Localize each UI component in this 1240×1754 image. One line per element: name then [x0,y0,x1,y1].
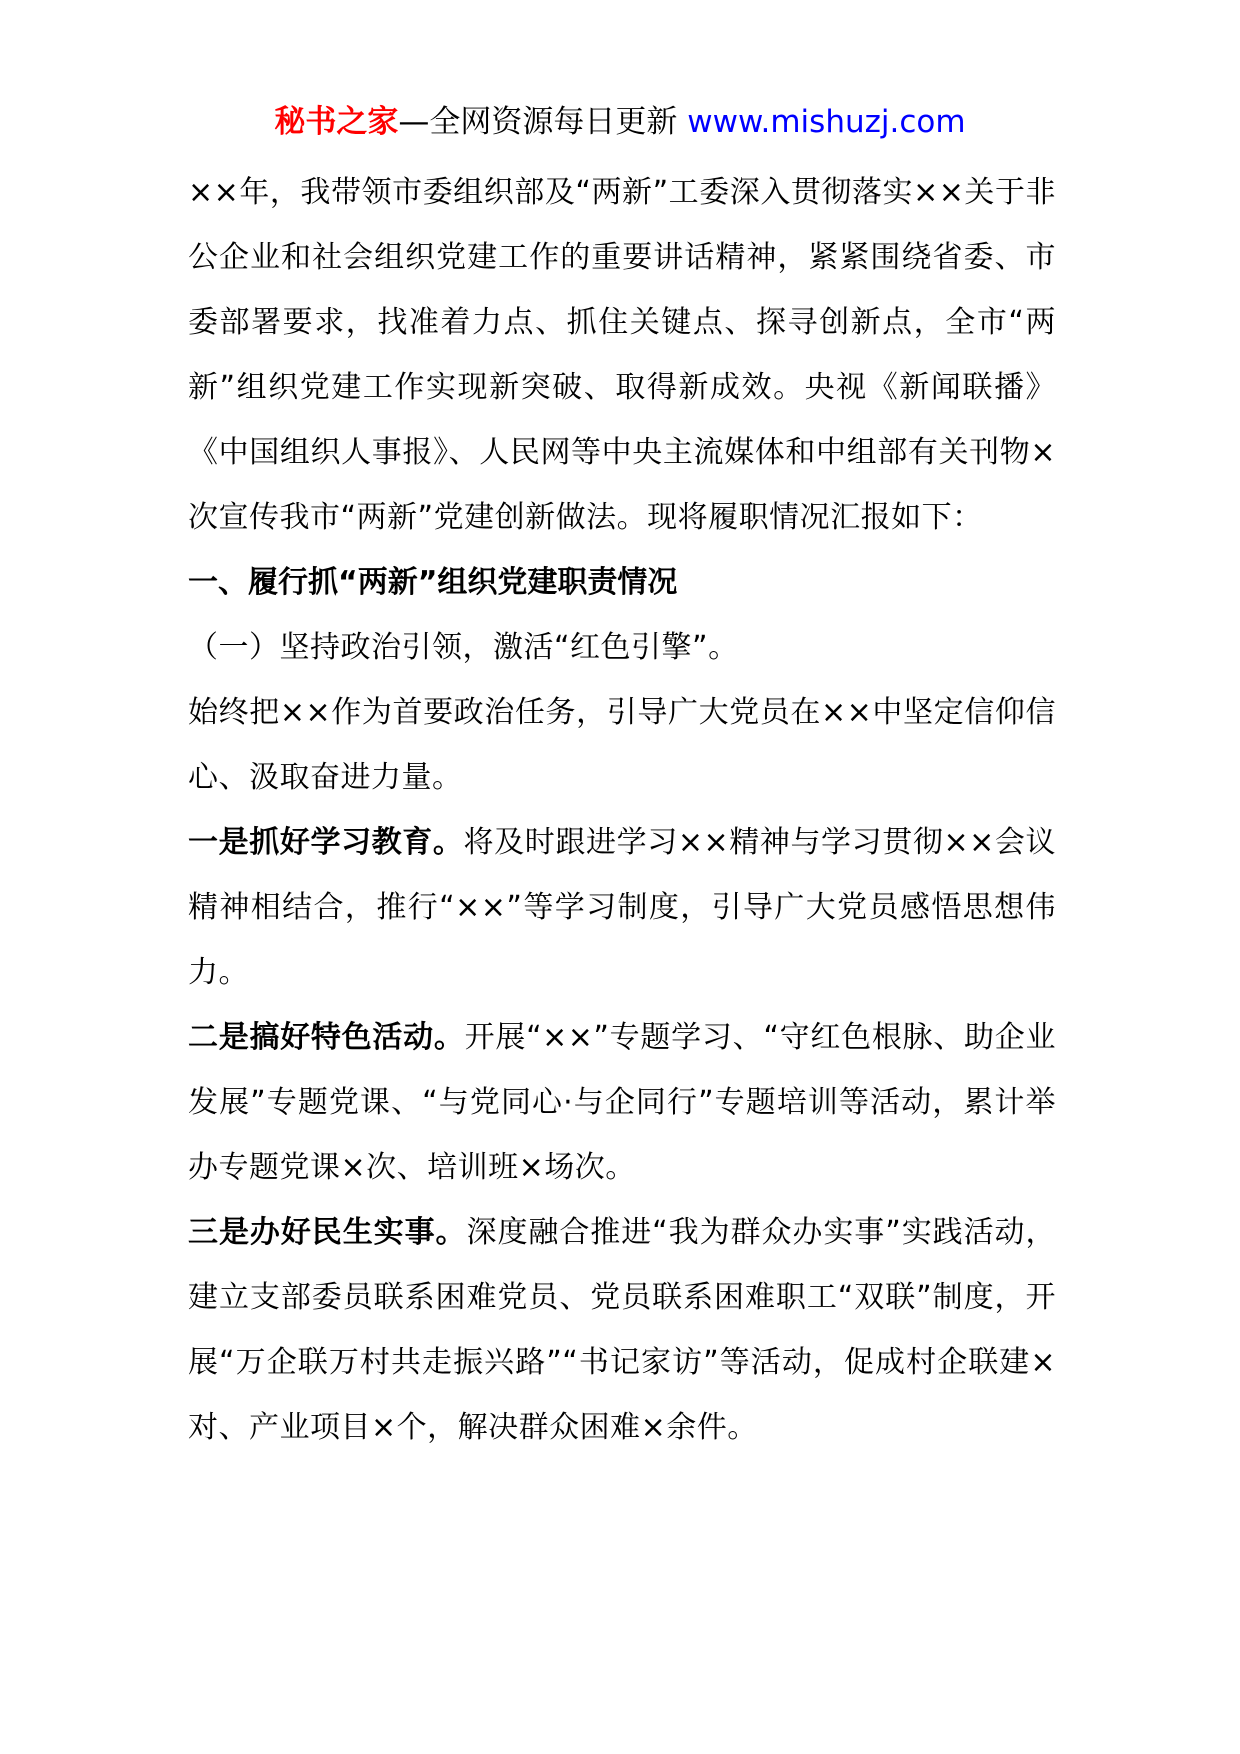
point-lead-1: 一是抓好学习教育。 [188,825,464,860]
point-paragraph-1 [188,810,1056,1005]
page-header [0,100,1240,144]
point-paragraph-2 [188,1005,1056,1200]
point-text-3: 深度融合推进“我为群众办实事”实践活动，建立支部委员联系困难党员、党员联系困难职工“双联”制度，开展“万企联万村共走振兴路”“书记家访”等活动，促成村企联建×对、产业项目×个，解决群众困难×余件。 [188,1215,1057,1445]
subsection-intro-paragraph: 始终把××作为首要政治任务，引导广大党员在××中坚定信仰信心、汲取奋进力量。 [188,695,1056,795]
point-text-2: 开展“××”专题学习、“守红色根脉、助企业发展”专题党课、“与党同心·与企同行”专题培训等活动，累计举办专题党课×次、培训班×场次。 [188,1020,1056,1185]
intro-paragraph: ××年，我带领市委组织部及“两新”工委深入贯彻落实××关于非公企业和社会组织党建工作的重要讲话精神，紧紧围绕省委、市委部署要求，找准着力点、抓住关键点、探寻创新点，全市“两新”组织党建工作实现新突破、取得新成效。央视《新闻联播》《中国组织人事报》、人民网等中央主流媒体和中组部有关刊物×次宣传我市“两新”党建创新做法。现将履职情况汇报如下： [188,175,1056,535]
document-body [188,160,1056,1460]
header-brand: 秘书之家 [274,104,399,140]
section-heading: 一、履行抓“两新”组织党建职责情况 [188,565,678,600]
point-text-1: 将及时跟进学习××精神与学习贯彻××会议精神相结合，推行“××”等学习制度，引导广大党员感悟思想伟力。 [188,825,1057,990]
header-url-link[interactable]: www.mishuzj.com [687,104,966,140]
point-lead-2: 二是搞好特色活动。 [188,1020,465,1055]
point-paragraph-3 [188,1200,1056,1460]
header-slogan: —全网资源每日更新 [398,104,678,140]
subsection-heading: （一）坚持政治引领，激活“红色引擎”。 [188,630,739,665]
point-lead-3: 三是办好民生实事。 [188,1215,467,1250]
